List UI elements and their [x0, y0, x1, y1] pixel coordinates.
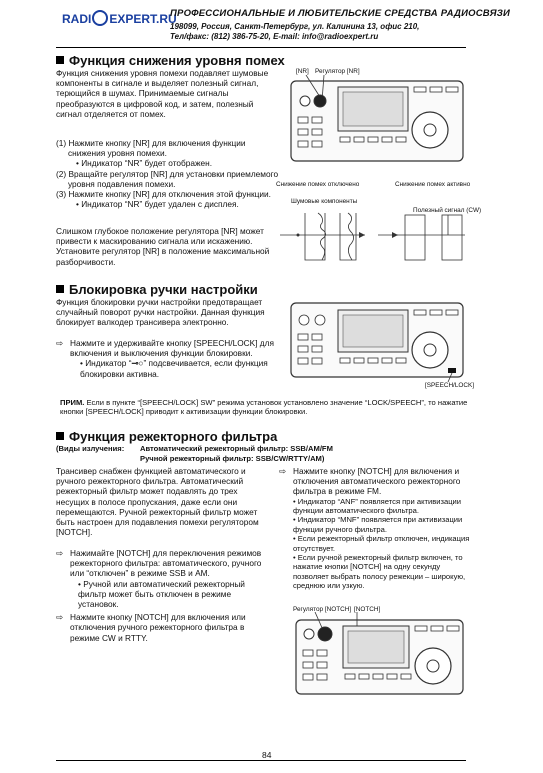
key-icon: ⊸○: [131, 358, 144, 369]
fig-label-speech-lock: [SPEECH/LOCK]: [425, 382, 475, 389]
logo-text-a: RADI: [62, 12, 92, 26]
diagram-label-on: Снижение помех активно: [395, 181, 471, 188]
nr-diagram: [270, 205, 470, 265]
section-title-notch: Функция режекторного фильтра: [56, 429, 277, 444]
arrow-bullet-icon: ⇨: [279, 466, 286, 476]
fig-label-nr-knob: Регулятор [NR]: [315, 68, 360, 75]
radio-figure-notch: [295, 612, 465, 696]
notch-right-steps: ⇨ Нажмите кнопку [NOTCH] для включения и отключения автоматического режекторного фильтра в режиме FM. • Индикатор “ANF” появляется при активизации функции автоматического фильтра. • Индикатор “MNF” появляется при активизации функции ручного фильтра. • Если режекторный фильтр отключен, индикация отсутствует. • Если ручной режекторный фильтр включен, то нажатие кнопки [NOTCH] на одну секунду позволяет выбрать полосу режекции – широкую, среднюю или узкую.: [279, 466, 470, 591]
notch-intro: Трансивер снабжен функцией автоматического и ручного режекторного фильтра. Автоматический режекторный фильтр может подавлять до трех несущих в полосе пропускания, даже если они перемещаются. Ручной режекторный фильтр может быть настроен для подавления помехи регулятором [NOTCH].: [56, 466, 259, 538]
arrow-bullet-icon: ⇨: [56, 612, 63, 623]
lock-intro: Функция блокировки ручки настройки предотвращает случайный поворот ручки настройки. Данная функция блокирует валкодер трансивера электронно.: [56, 297, 265, 328]
diagram-label-off: Снижение помех отключено: [276, 181, 360, 188]
footer-rule: [56, 760, 466, 761]
notch-modes-label: (Виды излучения:: [56, 444, 125, 453]
lock-step: ⇨ Нажмите и удерживайте кнопку [SPEECH/LOCK] для включения и выключения функции блокировки. • Индикатор “⊸○” подсвечивается, если функция блокировки активна.: [56, 338, 274, 379]
fig-label-notch-btn: [NOTCH]: [354, 606, 381, 613]
radio-figure-nr: [290, 75, 465, 163]
fig-label-nr: [NR]: [296, 68, 309, 75]
logo-text-b: EXPERT.RU: [109, 12, 177, 26]
header-tagline: ПРОФЕССИОНАЛЬНЫЕ И ЛЮБИТЕЛЬСКИЕ СРЕДСТВА РАДИОСВЯЗИ: [170, 8, 511, 19]
section-title-nr: Функция снижения уровня помех: [56, 53, 285, 68]
nr-note: Слишком глубокое положение регулятора [NR] может привести к маскированию сигнала или искажению. Установите регулятор [NR] в положение максимальной разборчивости.: [56, 226, 270, 267]
square-bullet-icon: [56, 285, 64, 293]
notch-left-steps: ⇨ Нажимайте [NOTCH] для переключения режимов режекторного фильтра: автоматического, ручного или “отключен” в режиме SSB и AM. • Ручной или автоматический режекторный фильтр может быть отключен в режиме установок. ⇨ Нажмите кнопку [NOTCH] для включения или отключения ручного режекторного фильтра в режиме CW и RTTY.: [56, 548, 262, 643]
contacts-line: Тел/факс: (812) 386-75-20, E-mail: info@radioexpert.ru: [170, 32, 379, 41]
square-bullet-icon: [56, 432, 64, 440]
address-line: 198099, Россия, Санкт-Петербург, ул. Калинина 13, офис 210,: [170, 22, 420, 31]
diagram-label-signal: Полезный сигнал (CW): [413, 207, 482, 214]
notch-modes-manual: Ручной режекторный фильтр: SSB/CW/RTTY/AM): [140, 454, 325, 463]
diagram-label-noise: Шумовые компоненты: [291, 198, 358, 205]
logo: [62, 10, 177, 26]
header-address: [170, 22, 419, 42]
lock-note: ПРИМ. Если в пункте “[SPEECH/LOCK] SW” режима установок установлено значение “LOCK/SPEECH”, то нажатие кнопки [SPEECH/LOCK] приводит к активизации функции блокировки.: [60, 398, 468, 417]
header-rule: [56, 47, 466, 48]
square-bullet-icon: [56, 56, 64, 64]
arrow-bullet-icon: ⇨: [56, 548, 63, 558]
fig-label-notch-knob: Регулятор [NOTCH]: [293, 606, 352, 613]
section-title-lock: Блокировка ручки настройки: [56, 282, 258, 297]
notch-modes-auto: Автоматический режекторный фильтр: SSB/AM/FM: [140, 444, 333, 453]
radio-figure-lock: [290, 302, 465, 384]
nr-intro: Функция снижения уровня помехи подавляет шумовые компоненты в сигнале и выделяет полезный сигнал, терющийся в шумах. Принимаемые сигналы преобразуются в цифровой код, и затем, полезный сигнал отделяется от помех.: [56, 68, 269, 119]
nr-steps: (1) Нажмите кнопку [NR] для включения функции снижения уровня помехи. • Индикатор “NR” будет отображен. (2) Вращайте регулятор [NR] для установки приемлемого уровня подавления помехи. (3) Нажмите кнопку [NR] для отключения этой функции. • Индикатор “NR” будет удален с дисплея.: [56, 138, 279, 210]
logo-antenna-icon: [92, 10, 108, 26]
arrow-bullet-icon: ⇨: [56, 338, 63, 348]
page-number: 84: [262, 750, 272, 760]
